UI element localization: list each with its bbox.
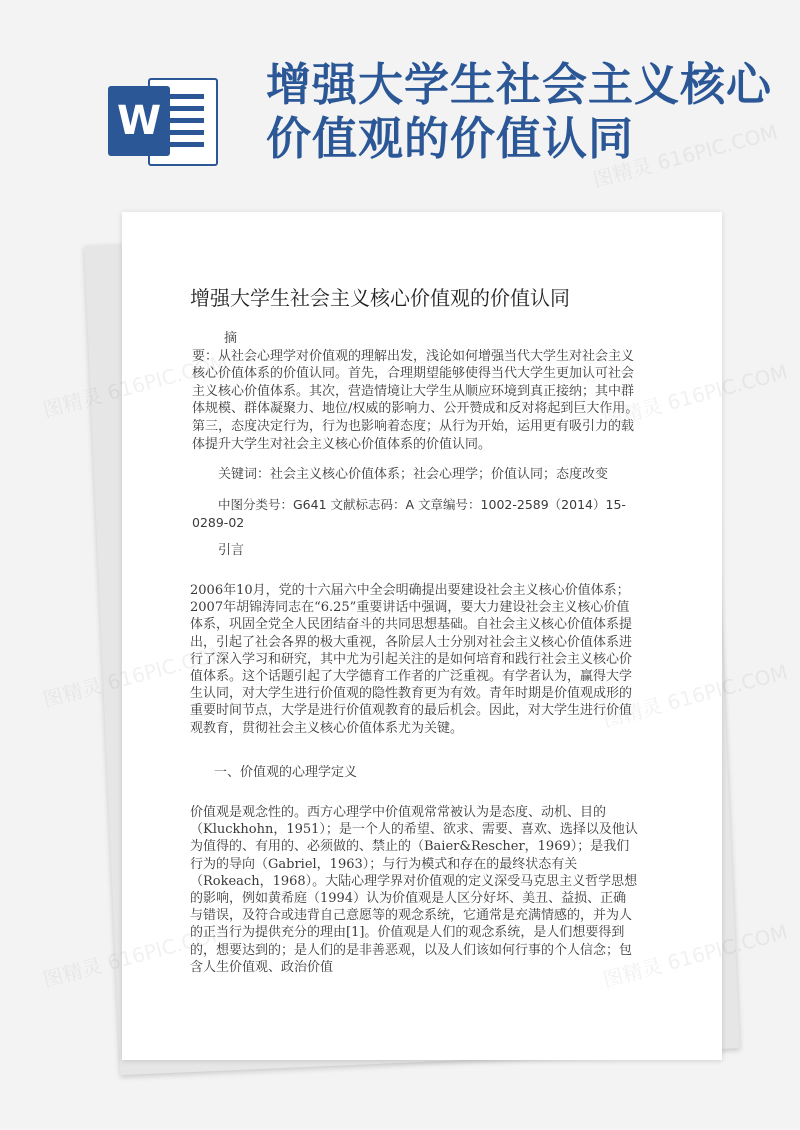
banner-title: 增强大学生社会主义核心价值观的价值认同 <box>266 58 773 165</box>
watermark: 图精灵 616PIC.COM <box>40 919 231 993</box>
watermark: 图精灵 616PIC.COM <box>40 639 231 713</box>
watermark: 图精灵 616PIC.COM <box>600 659 791 733</box>
document-title: 增强大学生社会主义核心价值观的价值认同 <box>190 286 570 310</box>
abstract-label: 摘 <box>224 331 238 346</box>
keywords: 关键词：社会主义核心价值体系；社会心理学；价值认同；态度改变 <box>218 467 609 482</box>
word-document-icon <box>108 78 216 164</box>
word-letter-badge: W <box>108 86 170 156</box>
section-heading-1: 一、价值观的心理学定义 <box>214 765 358 780</box>
abstract-text: 要：从社会心理学对价值观的理解出发，浅论如何增强当代大学生对社会主义核心价值体系的价值认同。首先，合理期望能够使得当代大学生更加认可社会主义核心价值体系。其次，营造情境让大学生从顺应环境到真正接纳；其中群体规模、群体凝聚力、地位/权威的影响力、公开赞成和反对将起到巨大作用。第三，态度决定行为，行为也影响着态度；从行为开始，运用更有吸引力的载体提升大学生对社会主义核心价值体系的价值认同。 <box>192 348 639 452</box>
classification-line: 中图分类号：G641 文献标志码：A 文章编号：1002-2589（2014）15-0289-02 <box>192 497 626 530</box>
watermark: 图精灵 616PIC.COM <box>600 359 791 433</box>
watermark: 图精灵 616PIC.COM <box>590 119 781 193</box>
abstract-block <box>192 330 642 453</box>
body-paragraph-1: 2006年10月，党的十六届六中全会明确提出要建设社会主义核心价值体系；2007年胡锦涛同志在“6.25”重要讲话中强调，要大力建设社会主义核心价值体系，巩固全党全人民团结奋斗的共同思想基础。自社会主义核心价值体系提出，引起了社会各界的极大重视，各阶层人士分别对社会主义核心价值体系进行了深入学习和研究，其中尤为引起关注的是如何培育和践行社会主义核心价值体系。这个话题引起了大学德育工作者的广泛重视。有学者认为，赢得大学生认同，对大学生进行价值观的隐性教育更为有效。青年时期是价值观成形的重要时间节点，大学是进行价值观教育的最后机会。因此，对大学生进行价值观教育，贯彻社会主义核心价值体系尤为关键。 <box>190 583 633 736</box>
watermark: 图精灵 616PIC.COM <box>40 349 231 423</box>
body-paragraph-2: 价值观是观念性的。西方心理学中价值观常常被认为是态度、动机、目的（Kluckhohn，1951）；是一个人的希望、欲求、需要、喜欢、选择以及他认为值得的、有用的、必须做的、禁止的（Baier&Rescher，1969）；是我们行为的导向（Gabriel，1963）；与行为模式和存在的最终状态有关（Rokeach，1968）。大陆心理学界对价值观的定义深受马克思主义哲学思想的影响，例如黄希庭（1994）认为价值观是人区分好坏、美丑、益损、正确与错误，及符合或违背自己意愿等的观念系统，它通常是充满情感的，并为人的正当行为提供充分的理由[1]。价值观是人们的观念系统，是人们想要得到的，想要达到的；是人们的是非善恶观，以及人们该如何行事的个人信念；包含人生价值观、政治价值 <box>190 805 638 975</box>
intro-heading: 引言 <box>218 543 245 558</box>
watermark: 图精灵 616PIC.COM <box>600 919 791 993</box>
